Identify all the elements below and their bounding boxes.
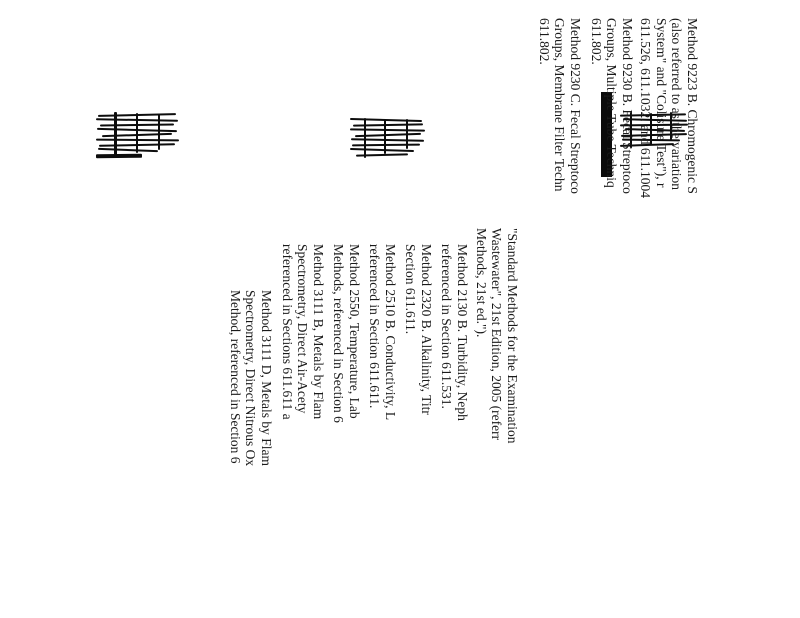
text-line: Method 2130 B. Turbidity, Neph bbox=[455, 244, 470, 421]
text-line: Method, referenced in Section 6 bbox=[227, 290, 243, 464]
text-line: Spectrometry, Direct Air-Acety bbox=[295, 244, 311, 414]
paragraph-method-2550 bbox=[331, 244, 362, 423]
text-line: System" and "Colisure Test"), r bbox=[653, 18, 669, 188]
text-line: Method 9230 B. Fecal Streptoco bbox=[620, 18, 635, 194]
paragraph-method-3111b bbox=[279, 244, 326, 420]
text-line: Method 2510 B. Conductivity, L bbox=[383, 244, 398, 421]
text-line: 611.526, 611.1032, and 611.1004 bbox=[638, 18, 654, 198]
text-line: Methods, 21st ed."). bbox=[473, 228, 489, 338]
text-line: referenced in Sections 611.611 a bbox=[279, 244, 295, 420]
text-line: Method 2550, Temperature, Lab bbox=[347, 244, 362, 419]
text-line: Groups, Membrane Filter Techn bbox=[552, 18, 568, 192]
text-line: 611.802. bbox=[536, 18, 552, 65]
text-line: Spectrometry, Direct Nitrous Ox bbox=[243, 290, 259, 467]
text-line: (also referred to as the variation bbox=[669, 18, 685, 191]
text-line: Method 9223 B. Chromogenic S bbox=[685, 18, 700, 194]
text-line: Methods, referenced in Section 6 bbox=[331, 244, 347, 423]
text-line: Method 3111 B, Metals by Flam bbox=[311, 244, 326, 420]
paragraph-method-9230b bbox=[588, 18, 635, 194]
paragraph-method-3111d bbox=[227, 290, 274, 466]
paragraph-method-9230c bbox=[536, 18, 583, 194]
text-line: Method 3111 D, Metals by Flam bbox=[259, 290, 274, 466]
text-line: Method 2320 B. Alkalinity, Titr bbox=[419, 244, 434, 415]
text-line: Method 9230 C. Fecal Streptoco bbox=[568, 18, 583, 194]
text-line: Wastewater", 21st Edition, 2005 (referr bbox=[489, 228, 505, 441]
paragraph-method-2320b bbox=[403, 244, 434, 415]
paragraph-method-2510b bbox=[367, 244, 398, 420]
text-line: referenced in Section 611.611. bbox=[367, 244, 383, 409]
text-line: 611.802. bbox=[588, 18, 604, 65]
text-line: referenced in Section 611.531. bbox=[439, 244, 455, 409]
paragraph-method-9223b bbox=[638, 18, 700, 198]
paragraph-method-2130b bbox=[439, 244, 470, 421]
text-line: Section 611.611. bbox=[403, 244, 419, 335]
text-line: Groups, Multiple Tube Techniq bbox=[604, 18, 620, 188]
paragraph-standard-methods-citation bbox=[473, 228, 520, 443]
text-line: "Standard Methods for the Examination bbox=[505, 228, 520, 444]
